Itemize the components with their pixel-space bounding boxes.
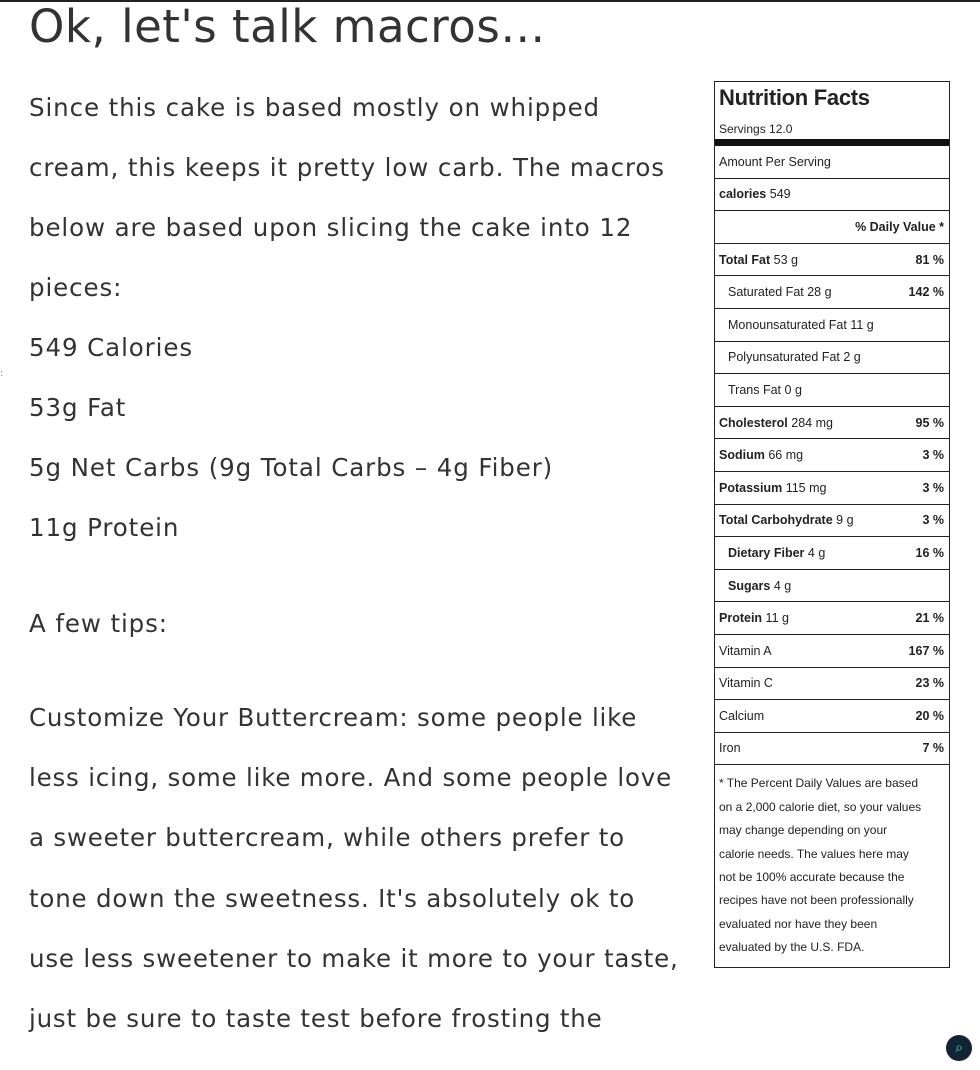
tips-line: just be sure to taste test before frosting the bbox=[29, 1004, 603, 1034]
nutrient-row bbox=[715, 439, 949, 472]
nutrient-name bbox=[728, 546, 825, 560]
nutrient-label: Iron bbox=[719, 741, 741, 756]
nutrient-daily-value: 7 % bbox=[922, 741, 944, 756]
nutrient-amount: 4 g bbox=[807, 545, 826, 560]
footnote-line: on a 2,000 calorie diet, so your values bbox=[719, 799, 922, 814]
nutrient-amount: 2 g bbox=[843, 350, 861, 365]
nutrient-label: Sodium bbox=[719, 448, 765, 463]
nutrient-name bbox=[719, 611, 789, 625]
edge-mark: : bbox=[0, 368, 4, 379]
nutrient-name bbox=[719, 513, 854, 527]
footnote-line: may change depending on your bbox=[719, 823, 888, 838]
nutrient-daily-value: 167 % bbox=[908, 643, 944, 658]
nutrient-name bbox=[719, 416, 833, 430]
nutrient-label: Protein bbox=[719, 611, 763, 626]
nutrient-amount: 9 g bbox=[836, 513, 854, 528]
intro-line: Since this cake is based mostly on whipped bbox=[29, 93, 600, 122]
nutrient-amount: 66 mg bbox=[768, 448, 804, 463]
nutrient-daily-value: 3 % bbox=[922, 513, 944, 528]
nutrient-label: Calcium bbox=[719, 708, 765, 723]
nutrient-name bbox=[728, 579, 791, 593]
nutrient-daily-value: 142 % bbox=[908, 285, 944, 300]
nutrient-amount: 0 g bbox=[784, 382, 802, 397]
tips-line: tone down the sweetness. It's absolutely ok to bbox=[29, 883, 636, 913]
footnote-line: calorie needs. The values here may bbox=[719, 846, 909, 861]
nutrient-amount: 53 g bbox=[773, 252, 798, 267]
nutrient-row bbox=[715, 602, 949, 635]
nutrient-daily-value: 16 % bbox=[915, 545, 944, 560]
daily-value-label: % Daily Value * bbox=[855, 219, 944, 234]
macro-calories: 549 Calories bbox=[29, 333, 193, 362]
tips-heading: A few tips: bbox=[29, 609, 168, 638]
calories-value: 549 bbox=[769, 187, 791, 202]
nutrient-row bbox=[715, 276, 949, 309]
nutrient-label: Monounsaturated Fat bbox=[728, 317, 847, 332]
nutrient-name bbox=[719, 676, 773, 690]
nutrient-row bbox=[715, 700, 949, 733]
intro-line: below are based upon slicing the cake into 12 bbox=[29, 213, 633, 242]
search-icon[interactable]: ⌕ bbox=[946, 1035, 972, 1061]
tips-line: less icing, some like more. And some people love bbox=[29, 763, 672, 793]
daily-value-header bbox=[715, 211, 949, 244]
section-heading: Ok, let's talk macros… bbox=[29, 0, 546, 53]
nutrient-row bbox=[715, 342, 949, 375]
amount-per-serving-label: Amount Per Serving bbox=[719, 154, 831, 169]
nutrient-label: Vitamin C bbox=[719, 676, 773, 691]
nutrient-daily-value: 3 % bbox=[922, 480, 944, 495]
nutrient-amount: 11 g bbox=[850, 317, 874, 332]
nutrient-amount: 28 g bbox=[807, 285, 832, 300]
intro-line: cream, this keeps it pretty low carb. The macros bbox=[29, 153, 665, 182]
macro-protein: 11g Protein bbox=[29, 513, 180, 542]
footnote-line: evaluated by the U.S. FDA. bbox=[719, 940, 865, 955]
nutrient-label: Total Carbohydrate bbox=[719, 513, 833, 528]
nutrient-daily-value: 23 % bbox=[915, 676, 944, 691]
nutrient-row bbox=[715, 407, 949, 440]
article-intro bbox=[29, 78, 699, 558]
nutrient-row bbox=[715, 244, 949, 277]
nutrient-daily-value: 20 % bbox=[915, 708, 944, 723]
footnote-line: not be 100% accurate because the bbox=[719, 869, 905, 884]
nutrient-name bbox=[728, 350, 861, 364]
nutrient-row bbox=[715, 668, 949, 701]
footnote-line: * The Percent Daily Values are based bbox=[719, 776, 919, 791]
nutrition-header bbox=[715, 82, 949, 146]
tips-line: a sweeter buttercream, while others prefer to bbox=[29, 823, 625, 853]
calories-label: calories bbox=[719, 187, 767, 202]
nutrient-row bbox=[715, 309, 949, 342]
nutrition-title: Nutrition Facts bbox=[719, 85, 870, 110]
nutrient-name bbox=[728, 318, 874, 332]
nutrient-daily-value: 81 % bbox=[915, 252, 944, 267]
nutrient-label: Cholesterol bbox=[719, 415, 788, 430]
nutrient-name bbox=[719, 481, 826, 495]
nutrient-name bbox=[719, 448, 803, 462]
nutrient-row bbox=[715, 374, 949, 407]
nutrient-label: Trans Fat bbox=[728, 382, 782, 397]
nutrient-label: Vitamin A bbox=[719, 643, 772, 658]
nutrient-daily-value: 95 % bbox=[915, 415, 944, 430]
macro-net-carbs: 5g Net Carbs (9g Total Carbs – 4g Fiber) bbox=[29, 453, 554, 482]
nutrient-name bbox=[719, 709, 764, 723]
tips-body bbox=[29, 688, 709, 1049]
nutrient-row bbox=[715, 635, 949, 668]
tips-line: use less sweetener to make it more to your taste, bbox=[29, 943, 679, 973]
nutrient-row bbox=[715, 733, 949, 766]
nutrient-label: Potassium bbox=[719, 480, 783, 495]
nutrient-name bbox=[719, 253, 798, 267]
nutrient-name bbox=[728, 383, 802, 397]
nutrient-label: Polyunsaturated Fat bbox=[728, 350, 840, 365]
nutrient-row bbox=[715, 472, 949, 505]
nutrient-label: Sugars bbox=[728, 578, 771, 593]
nutrient-amount: 115 mg bbox=[785, 480, 827, 495]
tips-line: Customize Your Buttercream: some people like bbox=[29, 703, 638, 732]
nutrient-rows bbox=[715, 244, 949, 766]
nutrient-daily-value: 3 % bbox=[922, 448, 944, 463]
intro-line: pieces: bbox=[29, 273, 123, 302]
nutrient-label: Total Fat bbox=[719, 252, 771, 267]
nutrient-name bbox=[728, 285, 832, 299]
nutrient-label: Dietary Fiber bbox=[728, 545, 805, 560]
nutrient-name bbox=[719, 644, 772, 658]
nutrition-facts-label bbox=[714, 81, 950, 968]
nutrient-amount: 284 mg bbox=[791, 415, 833, 430]
footnote-line: recipes have not been professionally bbox=[719, 893, 914, 908]
nutrient-amount: 4 g bbox=[773, 578, 792, 593]
amount-per-serving bbox=[715, 146, 949, 179]
nutrient-daily-value: 21 % bbox=[915, 611, 944, 626]
nutrient-row bbox=[715, 537, 949, 570]
nutrient-name bbox=[719, 741, 741, 755]
nutrient-label: Saturated Fat bbox=[728, 285, 804, 300]
nutrient-row bbox=[715, 570, 949, 603]
macro-fat: 53g Fat bbox=[29, 393, 127, 422]
servings: Servings 12.0 bbox=[719, 122, 793, 136]
nutrient-amount: 11 g bbox=[765, 611, 789, 626]
nutrition-footnote bbox=[715, 765, 949, 966]
calories-row bbox=[715, 179, 949, 212]
nutrient-row bbox=[715, 505, 949, 538]
footnote-line: evaluated nor have they been bbox=[719, 916, 878, 931]
macro-list bbox=[29, 318, 699, 558]
